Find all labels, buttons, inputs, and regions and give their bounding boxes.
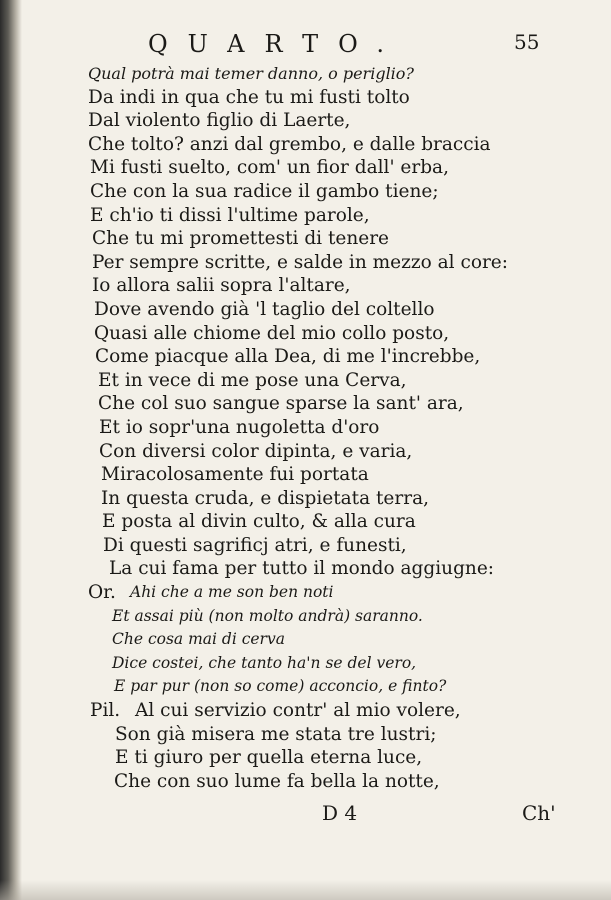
line-text: Qual potrà mai temer danno, o periglio? [88, 64, 415, 83]
line-text: La cui fama per tutto il mondo aggiugne: [109, 558, 495, 580]
bottom-edge-shadow [0, 880, 611, 900]
line-text: Che cosa mai di cerva [112, 630, 285, 649]
line-text: Mi fusti suelto, com' un fior dall' erba, [90, 157, 449, 179]
line-text: Che tu mi promettesti di tenere [92, 228, 390, 250]
line-text: Io allora salii sopra l'altare, [92, 275, 351, 297]
verse-line [0, 109, 611, 133]
line-text: Miracolosamente fui portata [101, 464, 369, 486]
line-text: Con diversi color dipinta, e varia, [99, 440, 413, 462]
line-text: E posta al divin culto, & alla cura [102, 511, 416, 533]
verse-line [0, 534, 611, 558]
verse-line [0, 746, 611, 770]
line-text: Dal violento figlio di Laerte, [88, 110, 351, 132]
line-text: Ahi che a me son ben noti [130, 583, 334, 602]
verse-line [0, 392, 611, 416]
speaker-label: Pil. [90, 700, 121, 722]
verse-line [0, 723, 611, 747]
verse-line [0, 251, 611, 275]
verse-line [0, 557, 611, 581]
verse-line [0, 369, 611, 393]
line-text: Dove avendo già 'l taglio del coltello [94, 298, 435, 320]
line-text: Et in vece di me pose una Cerva, [98, 369, 407, 391]
verse-line [0, 204, 611, 228]
page-number: 55 [514, 30, 540, 54]
verse-line [0, 510, 611, 534]
verse-line [0, 322, 611, 346]
verse-line [0, 628, 611, 652]
speaker-label: Or. [88, 582, 116, 604]
line-text: E ti giuro per quella eterna luce, [115, 747, 423, 769]
verse-line [0, 770, 611, 794]
line-text: Al cui servizio contr' al mio volere, [135, 700, 461, 722]
verse-line [0, 345, 611, 369]
line-text: Per sempre scritte, e salde in mezzo al core: [92, 251, 508, 273]
verse-line [0, 605, 611, 629]
running-head: QUARTO. [148, 30, 405, 58]
verse-line [0, 652, 611, 676]
verse-line [0, 463, 611, 487]
line-text: Et assai più (non molto andrà) saranno. [112, 606, 423, 625]
line-text: Che tolto? anzi dal grembo, e dalle braccia [88, 133, 491, 155]
page-footer [0, 801, 611, 831]
line-text: Di questi sagrificj atri, e funesti, [103, 534, 407, 556]
line-text: In questa cruda, e dispietata terra, [101, 487, 429, 509]
line-text: Quasi alle chiome del mio collo posto, [94, 322, 450, 344]
verse-line [0, 62, 611, 86]
verse-line [0, 86, 611, 110]
verse-text [0, 62, 611, 793]
verse-line [0, 487, 611, 511]
catchword: Ch' [522, 801, 556, 825]
verse-line [0, 156, 611, 180]
verse-line [0, 227, 611, 251]
line-text: Et io sopr'una nugoletta d'oro [99, 416, 380, 438]
line-text: Dice costei, che tanto ha'n se del vero, [112, 653, 417, 672]
line-text: Che col suo sangue sparse la sant' ara, [98, 393, 464, 415]
verse-line [0, 416, 611, 440]
verse-line [0, 274, 611, 298]
verse-line [0, 180, 611, 204]
line-text: E par pur (non so come) acconcio, e finto? [114, 677, 447, 696]
verse-line [0, 675, 611, 699]
verse-line [0, 133, 611, 157]
line-text: E ch'io ti dissi l'ultime parole, [90, 204, 370, 226]
verse-line [0, 581, 611, 605]
line-text: Che con la sua radice il gambo tiene; [90, 180, 439, 202]
line-text: Che con suo lume fa bella la notte, [114, 770, 440, 792]
signature-mark: D 4 [322, 801, 358, 825]
line-text: Son già misera me stata tre lustri; [115, 723, 437, 745]
verse-line [0, 298, 611, 322]
verse-line [0, 699, 611, 723]
line-text: Da indi in qua che tu mi fusti tolto [88, 86, 410, 108]
line-text: Come piacque alla Dea, di me l'increbbe, [95, 346, 481, 368]
verse-line [0, 440, 611, 464]
